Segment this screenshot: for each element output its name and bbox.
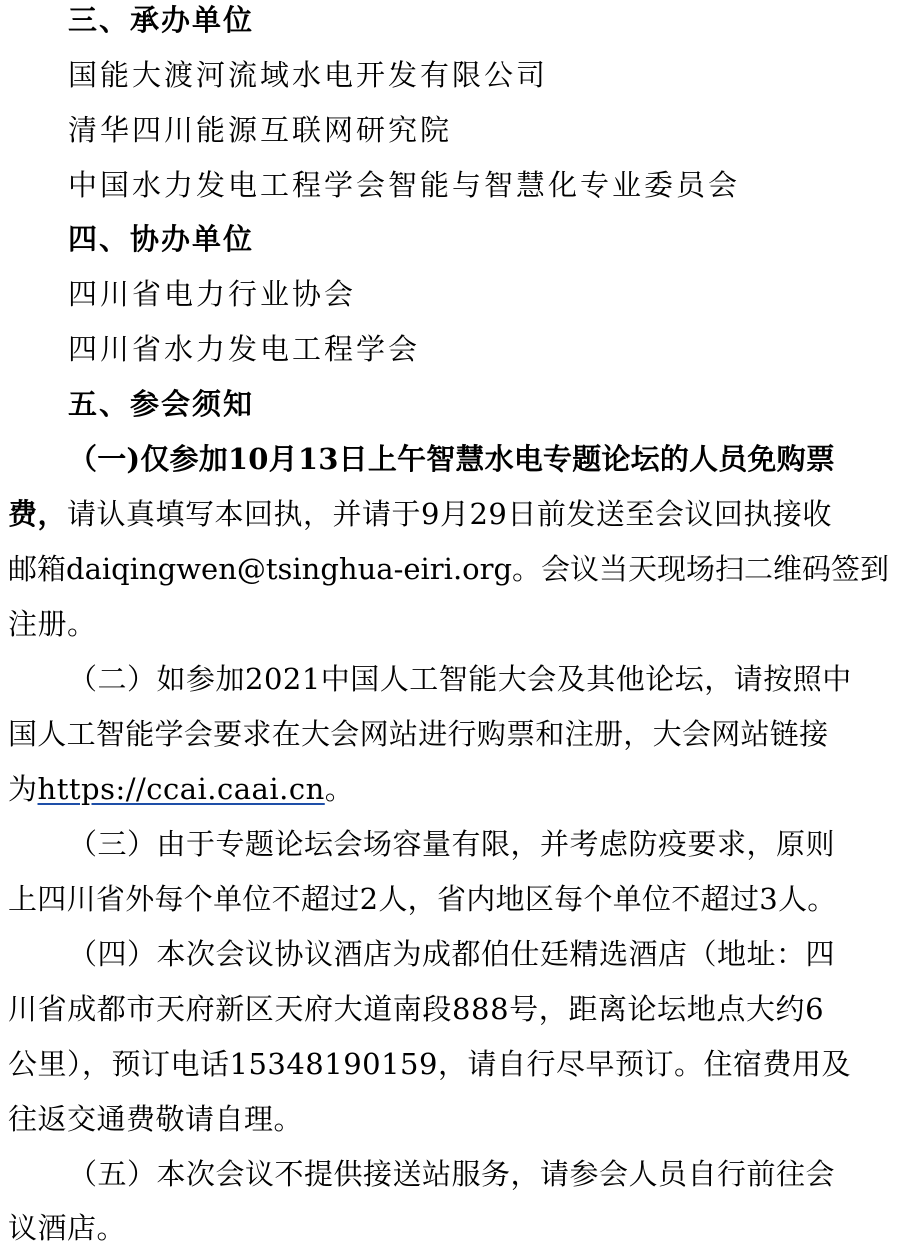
- note-4-line-3: 公里），预订电话15348190159，请自行尽早预订。住宿费用及: [8, 1047, 851, 1081]
- note-1-line-1: （一)仅参加10月13日上午智慧水电专题论坛的人员免购票: [68, 442, 836, 476]
- note-1-line-4: 注册。: [8, 607, 97, 641]
- note-3-line-2: 上四川省外每个单位不超过2人，省内地区每个单位不超过3人。: [8, 882, 837, 916]
- note-4-line-4: 往返交通费敬请自理。: [8, 1102, 304, 1136]
- note-2-suffix: 。: [324, 772, 355, 806]
- conference-website-link[interactable]: https://ccai.caai.cn: [37, 772, 325, 806]
- note-2-line-3: [8, 772, 355, 806]
- co-organizer-unit-1: 四川省电力行业协会: [68, 277, 357, 311]
- note-2-prefix: 为: [8, 772, 38, 806]
- section-heading-organizers: 三、承办单位: [68, 3, 255, 37]
- organizer-unit-2: 清华四川能源互联网研究院: [68, 113, 453, 147]
- note-5-line-2: 议酒店。: [8, 1211, 127, 1245]
- note-1-bold-tail: 费，: [8, 497, 68, 531]
- note-1-line-3: 邮箱daiqingwen@tsinghua-eiri.org。会议当天现场扫二维码签到: [8, 552, 890, 586]
- section-heading-attendance-notes: 五、参会须知: [68, 387, 255, 421]
- note-4-line-1: （四）本次会议协议酒店为成都伯仕廷精选酒店（地址：四: [68, 937, 836, 971]
- note-3-line-1: （三）由于专题论坛会场容量有限，并考虑防疫要求，原则: [68, 827, 836, 861]
- note-1-line-2: [8, 497, 832, 531]
- organizer-unit-3: 中国水力发电工程学会智能与智慧化专业委员会: [68, 168, 741, 202]
- note-1-line-2-text: 请认真填写本回执，并请于9月29日前发送至会议回执接收: [67, 497, 832, 531]
- note-2-line-2: 国人工智能学会要求在大会网站进行购票和注册，大会网站链接: [8, 717, 829, 751]
- note-4-line-2: 川省成都市天府新区天府大道南段888号，距离论坛地点大约6: [8, 992, 825, 1026]
- organizer-unit-1: 国能大渡河流域水电开发有限公司: [68, 58, 549, 92]
- note-5-line-1: （五）本次会议不提供接送站服务，请参会人员自行前往会: [68, 1157, 836, 1191]
- section-heading-co-organizers: 四、协办单位: [68, 222, 255, 256]
- co-organizer-unit-2: 四川省水力发电工程学会: [68, 332, 421, 366]
- note-2-line-1: （二）如参加2021中国人工智能大会及其他论坛，请按照中: [68, 662, 852, 696]
